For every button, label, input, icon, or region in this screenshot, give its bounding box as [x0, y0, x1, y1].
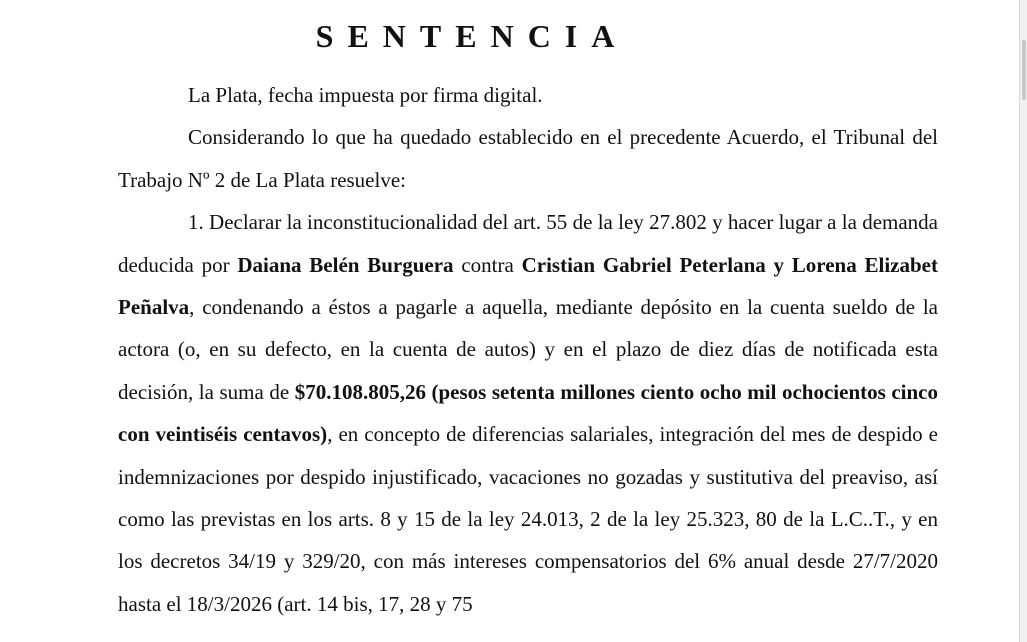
ruling-text-2: contra — [453, 252, 522, 277]
plaintiff-name: Daiana Belén Burguera — [237, 252, 454, 277]
ruling-text-3: , condenando a éstos a pagarle a aquella, mediante depósito en la cuenta sueldo de la actora (o, en su defecto, en la cuenta de autos) y en el plazo de diez días de notificada esta decisión, la suma de — [118, 295, 938, 404]
document-title: SENTENCIA — [315, 18, 629, 54]
considering-paragraph: Considerando lo que ha quedado establecido en el precedente Acuerdo, el Tribunal del Trabajo Nº 2 de La Plata resuelve: — [118, 125, 938, 192]
ruling-text-1: 1. Declarar la inconstitucionalidad del art. 55 de la ley 27.802 y hacer lugar a la demanda deducida por — [118, 210, 938, 277]
ruling-text-cut: compensatorios del 6% anual desde 27/7/2020 hasta el 18/3/2026 (art. 14 bis, 17, 28 y 75 — [118, 549, 938, 616]
defendant-names: Cristian Gabriel Peterlana y Lorena Elizabet Peñalva — [118, 252, 938, 320]
ruling-text-4: , en concepto de diferencias salariales, integración del mes de despido e indemnizaciones por despido injustificado, vacaciones no gozadas y sustitutiva del preaviso, así como las previstas en los arts. 8 y 15 de la ley 24.013, 2 de la ley 25.323, 80 de la L.C..T., y en los decretos 34/19 y 329/20, con más intereses — [118, 422, 938, 574]
place-date-paragraph: La Plata, fecha impuesta por firma digital. — [188, 83, 543, 107]
scrollbar-thumb[interactable] — [1022, 40, 1026, 100]
judgment-amount: $70.108.805,26 (pesos setenta millones ciento ocho mil ochocientos cinco con veintiséis centavos) — [118, 379, 938, 447]
vertical-scrollbar[interactable] — [1019, 0, 1027, 642]
ruling-item-1 — [118, 201, 938, 625]
document-body — [118, 74, 938, 625]
